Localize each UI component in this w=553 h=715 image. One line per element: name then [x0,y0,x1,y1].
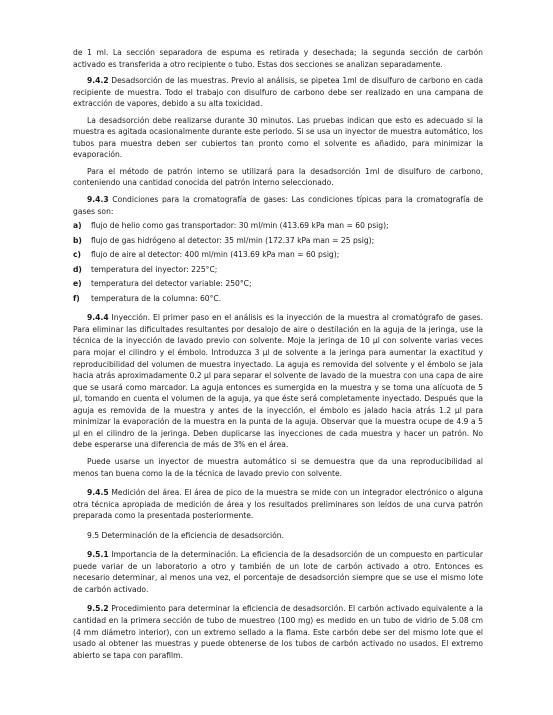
section-number: 9.5.2 [87,604,109,614]
list-text: temperatura del detector variable: 250°C; [91,279,252,289]
list-item [73,264,483,276]
section-9-4-4 [73,312,483,451]
list-item [73,249,483,261]
section-9-5-1 [73,549,483,595]
section-text: Medición del área. El área de pico de la muestra se mide con un integrador electrónico o alguna otra técnica apropiada de medición de área y los resultados preliminares son leídos de una curva patrón preparada como la presentada posteriormente. [73,488,483,521]
paragraph: Puede usarse un inyector de muestra automático si se demuestra que da una reproducibilidad al menos tan buena como la de la técnica de lavado previo con solvente. [73,456,483,478]
section-9-5-2 [73,603,483,661]
section-number: 9.5.1 [87,550,109,560]
section-9-5-heading: 9.5 Determinación de la eficiencia de desadsorción. [87,530,284,540]
section-number: 9.4.4 [87,313,109,323]
list-text: flujo de helio como gas transportador: 30 ml/min (413.69 kPa man = 60 psig); [91,221,389,231]
list-text: temperatura de la columna: 60°C. [91,293,222,303]
list-label: f) [73,293,80,303]
list-label: a) [73,221,82,231]
list-label: e) [73,279,82,289]
list-item [73,278,483,290]
section-number: 9.4.3 [87,195,109,205]
list-label: d) [73,264,82,274]
section-text: Condiciones para la cromatografía de gases: Las condiciones típicas para la cromatografía de gases son: [73,195,484,216]
section-9-4-5 [73,487,483,522]
section-9-4-2 [73,75,483,110]
section-number: 9.4.2 [87,76,109,86]
section-text: Desadsorción de las muestras. Previo al análisis, se pipetea 1ml de disulfuro de carbono en cada recipiente de muestra. Todo el trabajo con disulfuro de carbono debe ser realizado en una campana de extracción de vapores, debido a su alta toxicidad. [73,76,483,109]
paragraph: de 1 ml. La sección separadora de espuma es retirada y desechada; la segunda sección de carbón activado es transferida a otro recipiente o tubo. Estas dos secciones se analizan separadamente. [73,48,483,69]
paragraph: Para el método de patrón interno se utilizará para la desadsorción 1ml de disulfuro de carbono, conteniendo una cantidad conocida del patrón interno seleccionado. [73,166,483,188]
section-9-4-3 [73,194,483,217]
list-item [73,220,483,232]
section-number: 9.4.5 [87,488,109,498]
list-item [73,235,483,247]
conditions-list [73,220,483,304]
section-text: Procedimiento para determinar la eficiencia de desadsorción. El carbón activado equivalente a la cantidad en la primera sección de tubo de muestreo (100 mg) es medido en un tubo de vidrio de 5.08 cm (4 mm diámetro interior), con un extremo sellado a la flama. Este carbón debe ser del mismo lote que el usado al obtener las muestras y puede obtenerse de los tubos de carbón activado no usados. El extremo abierto se tapa con parafilm. [73,604,483,660]
section-text: Importancia de la determinación. La eficiencia de la desadsorción de un compuesto en particular puede variar de un laboratorio a otro y también de un lote de carbón activado a otro. Entonces es necesario determinar, al menos una vez, el porcentaje de desadsorción siempre que se use el mismo lote de carbón activado. [73,550,483,594]
list-text: temperatura del inyector: 225°C; [91,264,218,274]
list-label: c) [73,250,81,260]
list-text: flujo de aire al detector: 400 ml/min (413.69 kPa man = 60 psig); [91,250,340,260]
list-text: flujo de gas hidrógeno al detector: 35 ml/min (172.37 kPa man = 25 psig); [91,235,375,245]
list-item [73,293,483,305]
list-label: b) [73,235,82,245]
document-body [73,47,483,661]
paragraph: La desadsorción debe realizarse durante 30 minutos. Las pruebas indican que esto es adecuado si la muestra es agitada ocasionalmente durante este periodo. Si se usa un inyector de muestra automático, los tubos para muestra deben ser cubiertos tan pronto como el solvente es añadido, para minimizar la evaporación. [73,115,483,160]
section-text: Inyección. El primer paso en el análisis es la inyección de la muestra al cromatógrafo de gases. Para eliminar las dificultades resultantes por desalojo de aire o destilación en la aguja de la jeringa, use la técnica de la inyección de lavado previo con solvente. Moje la jeringa de 10 µl con solvente varias veces para mojar el cilindro y el émbolo. Introduzca 3 µl de solvente a la jeringa para aumentar la exactitud y reproducibilidad del volumen de muestra inyectado. La aguja es removida del solvente y el émbolo se jala hacia atrás aproximadamente 0.2 µl para separar el solvente de lavado de la muestra con una capa de aire que se usará como marcador. La aguja entonces es sumergida en la muestra y se toma una alícuota de 5 µl, tomando en cuenta el volumen de la aguja, ya que éste será completamente inyectado. Después que la aguja es removida de la muestra y antes de la inyección, el émbolo es jalado hacia atrás 1.2 µl para minimizar la evaporación de la muestra en la punta de la aguja. Observar que la muestra ocupe de 4.9 a 5 µl en el cilindro de la jeringa. Deben duplicarse las inyecciones de cada muestra y hacer un patrón. No debe esperarse una diferencia de más de 3% en el área. [73,313,483,450]
